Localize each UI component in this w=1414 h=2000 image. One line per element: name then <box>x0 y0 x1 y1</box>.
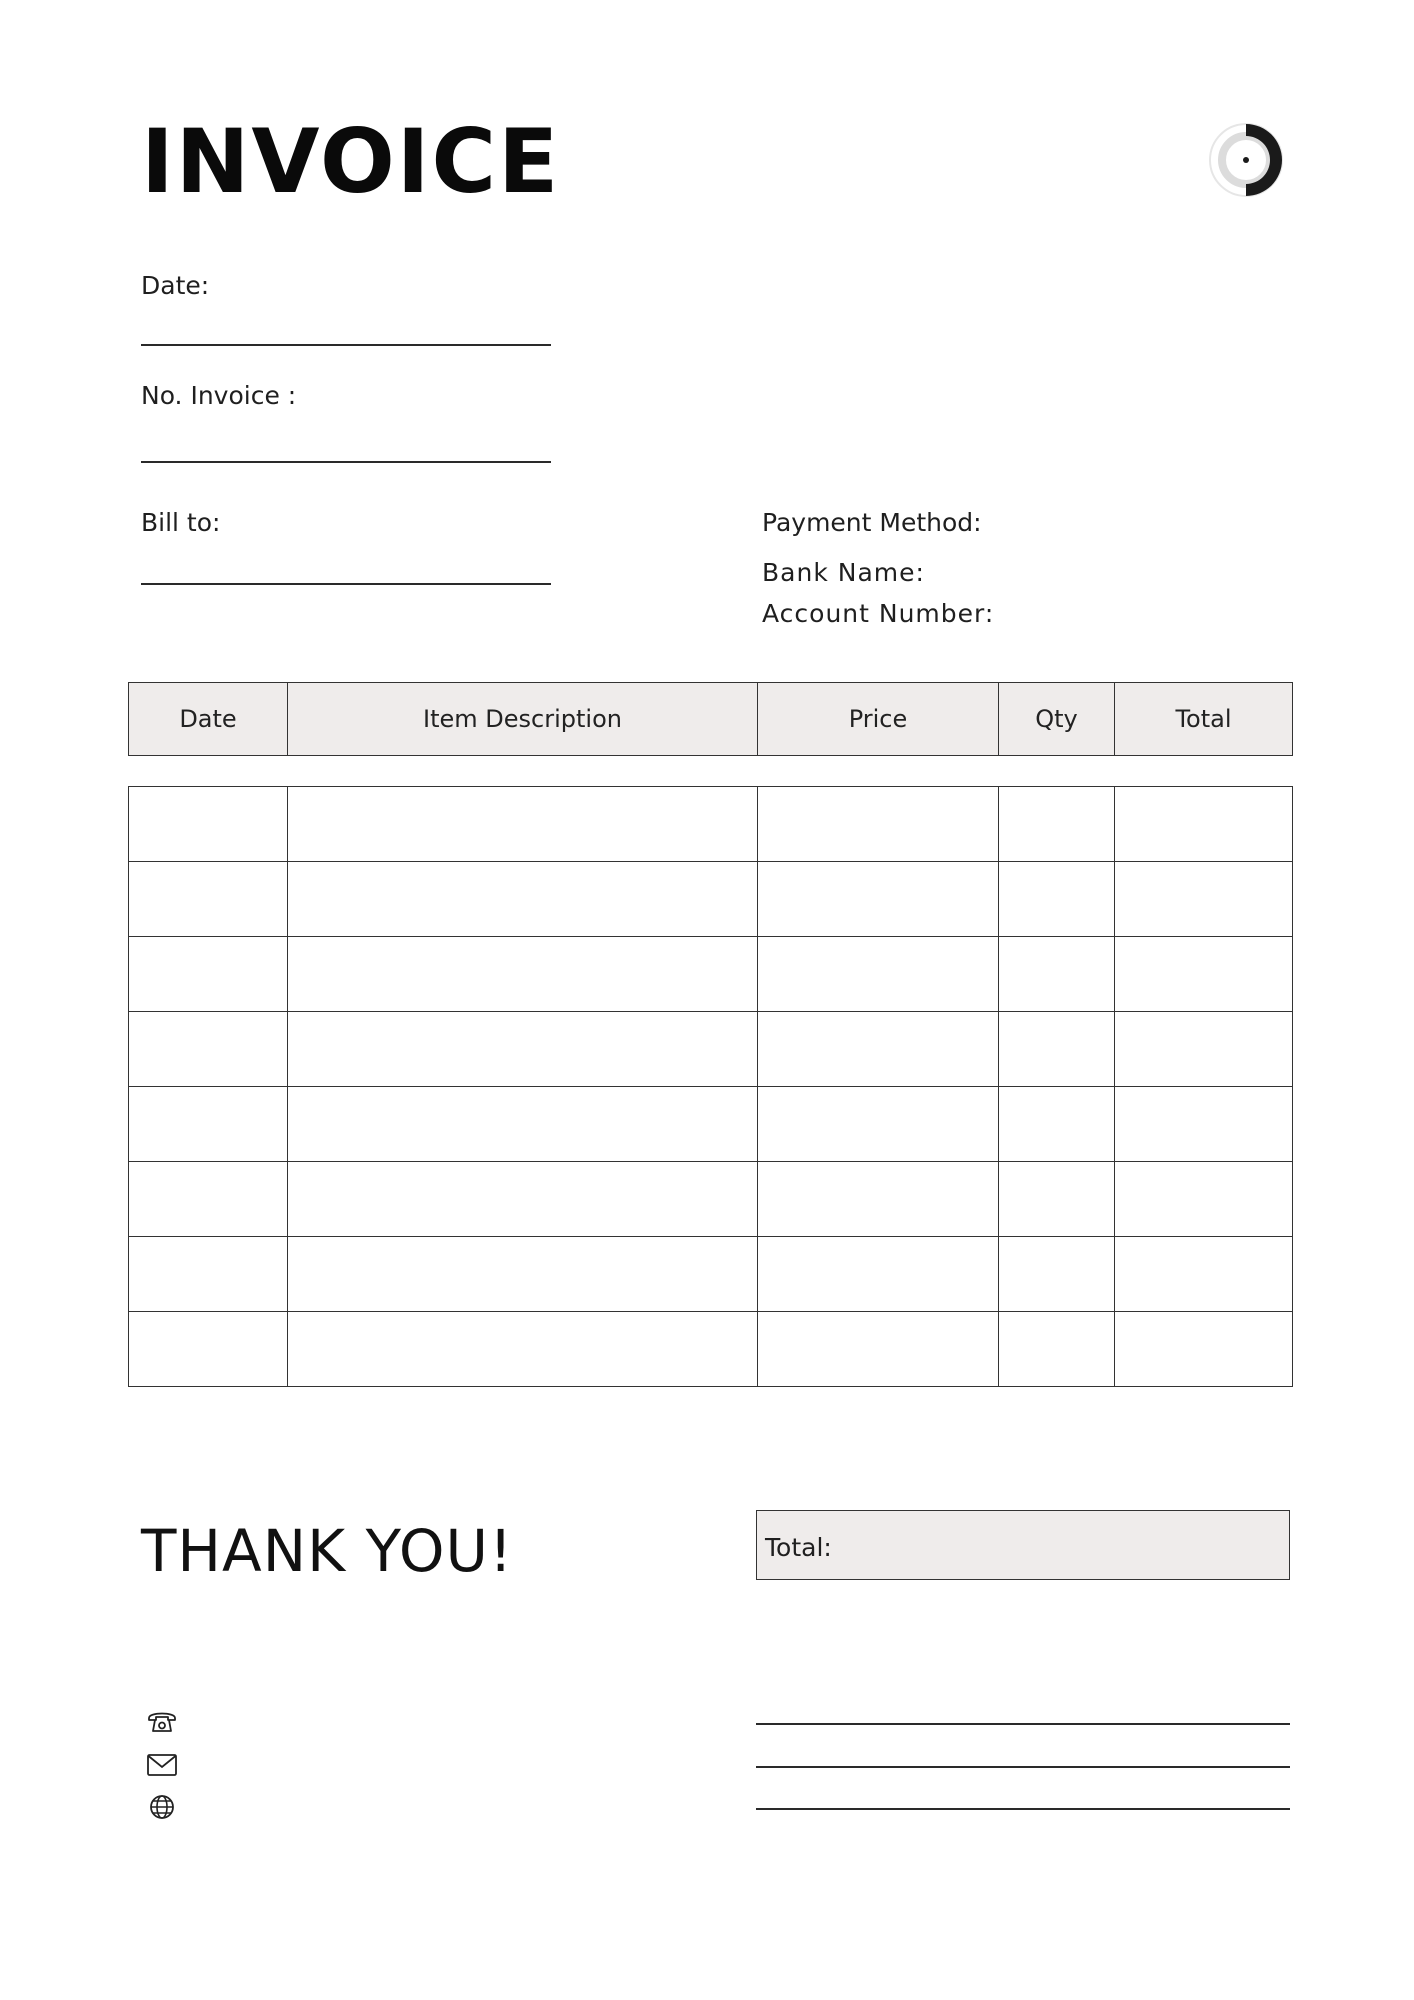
cell-qty[interactable] <box>999 1312 1115 1387</box>
cell-qty[interactable] <box>999 1012 1115 1087</box>
cell-date[interactable] <box>129 787 288 862</box>
half-circle-logo-icon <box>1208 122 1284 198</box>
items-table <box>128 786 1293 1387</box>
table-row <box>129 937 1293 1012</box>
column-header-item-description: Item Description <box>288 683 758 756</box>
cell-price[interactable] <box>758 1012 999 1087</box>
cell-price[interactable] <box>758 862 999 937</box>
cell-price[interactable] <box>758 787 999 862</box>
cell-total[interactable] <box>1115 787 1293 862</box>
invoice-title: INVOICE <box>141 110 561 213</box>
column-header-qty: Qty <box>999 683 1115 756</box>
cell-price[interactable] <box>758 1312 999 1387</box>
table-row <box>129 1162 1293 1237</box>
cell-total[interactable] <box>1115 1237 1293 1312</box>
phone-icon <box>146 1706 178 1738</box>
globe-icon <box>146 1791 178 1823</box>
cell-date[interactable] <box>129 1162 288 1237</box>
cell-item-description[interactable] <box>288 1162 758 1237</box>
cell-date[interactable] <box>129 1237 288 1312</box>
table-row <box>129 1237 1293 1312</box>
invoice-number-line[interactable] <box>141 461 551 463</box>
bank-name-label: Bank Name: <box>762 558 925 587</box>
account-number-label: Account Number: <box>762 599 995 628</box>
cell-item-description[interactable] <box>288 787 758 862</box>
cell-item-description[interactable] <box>288 862 758 937</box>
cell-date[interactable] <box>129 1312 288 1387</box>
cell-item-description[interactable] <box>288 1012 758 1087</box>
table-row <box>129 787 1293 862</box>
cell-total[interactable] <box>1115 1162 1293 1237</box>
cell-price[interactable] <box>758 1162 999 1237</box>
cell-total[interactable] <box>1115 862 1293 937</box>
payment-method-label: Payment Method: <box>762 508 982 537</box>
total-label: Total: <box>765 1533 832 1562</box>
cell-date[interactable] <box>129 1087 288 1162</box>
cell-price[interactable] <box>758 1087 999 1162</box>
table-row <box>129 1012 1293 1087</box>
cell-item-description[interactable] <box>288 1312 758 1387</box>
thank-you-text: THANK YOU! <box>141 1517 514 1585</box>
table-row <box>129 862 1293 937</box>
table-row <box>129 1312 1293 1387</box>
mail-icon <box>146 1749 178 1781</box>
cell-item-description[interactable] <box>288 1087 758 1162</box>
items-table-header <box>128 682 1293 756</box>
cell-qty[interactable] <box>999 787 1115 862</box>
cell-date[interactable] <box>129 862 288 937</box>
column-header-price: Price <box>758 683 999 756</box>
email-line[interactable] <box>756 1766 1290 1768</box>
cell-date[interactable] <box>129 937 288 1012</box>
cell-total[interactable] <box>1115 1012 1293 1087</box>
cell-price[interactable] <box>758 1237 999 1312</box>
table-row <box>129 1087 1293 1162</box>
invoice-number-label: No. Invoice : <box>141 381 297 410</box>
cell-price[interactable] <box>758 937 999 1012</box>
bill-to-label: Bill to: <box>141 508 221 537</box>
cell-qty[interactable] <box>999 1162 1115 1237</box>
phone-line[interactable] <box>756 1723 1290 1725</box>
column-header-date: Date <box>129 683 288 756</box>
cell-total[interactable] <box>1115 937 1293 1012</box>
cell-qty[interactable] <box>999 1087 1115 1162</box>
total-box[interactable] <box>756 1510 1290 1580</box>
cell-date[interactable] <box>129 1012 288 1087</box>
cell-total[interactable] <box>1115 1312 1293 1387</box>
cell-total[interactable] <box>1115 1087 1293 1162</box>
cell-qty[interactable] <box>999 862 1115 937</box>
column-header-total: Total <box>1115 683 1293 756</box>
date-label: Date: <box>141 271 210 300</box>
cell-item-description[interactable] <box>288 1237 758 1312</box>
cell-qty[interactable] <box>999 937 1115 1012</box>
date-line[interactable] <box>141 344 551 346</box>
cell-qty[interactable] <box>999 1237 1115 1312</box>
bill-to-line[interactable] <box>141 583 551 585</box>
cell-item-description[interactable] <box>288 937 758 1012</box>
website-line[interactable] <box>756 1808 1290 1810</box>
